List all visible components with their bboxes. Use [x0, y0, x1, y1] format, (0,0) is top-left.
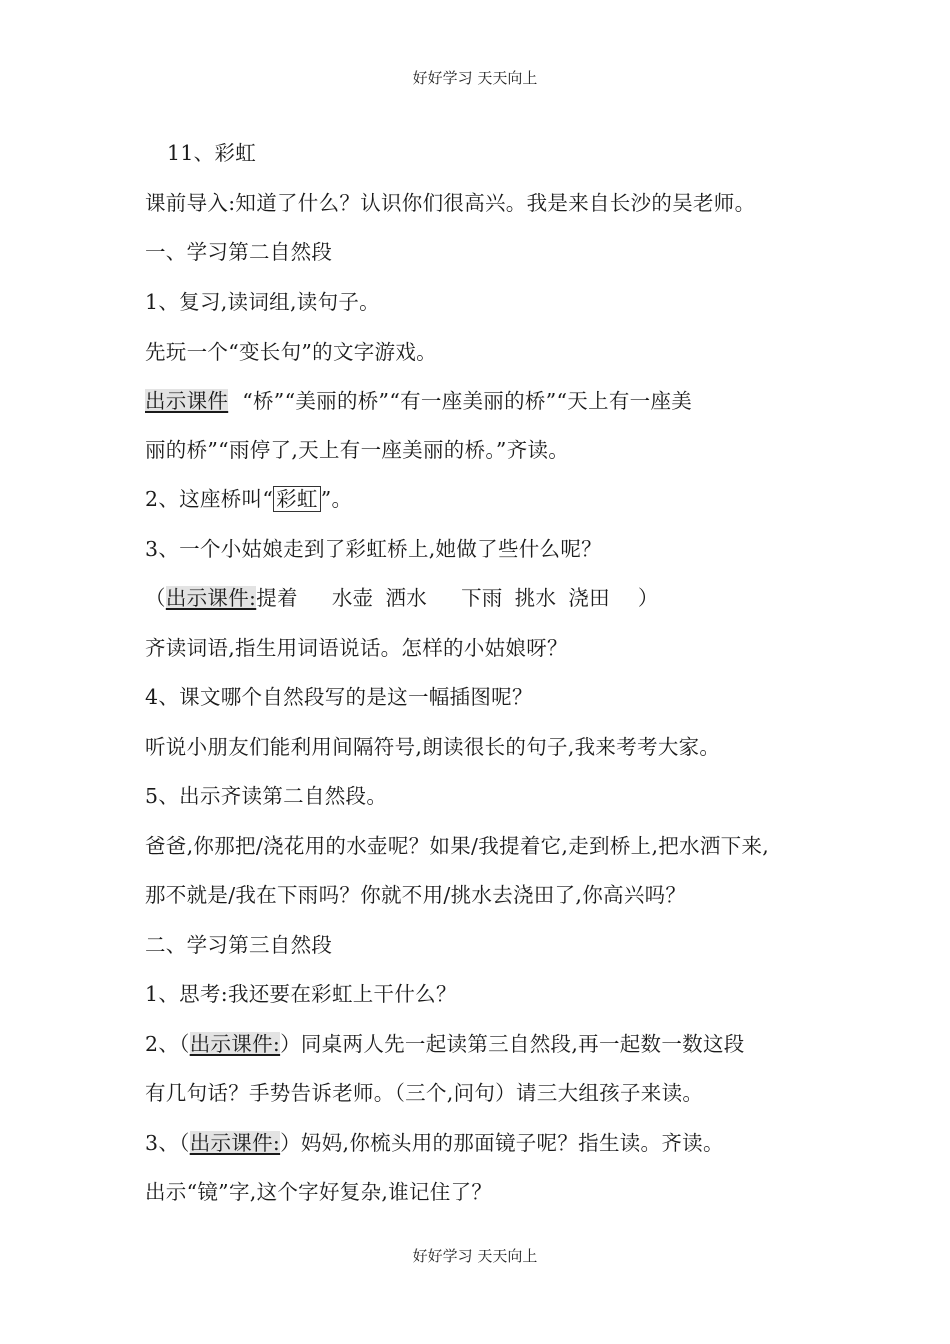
open-paren: （ [145, 586, 166, 610]
paragraph-2-post: ”。 [320, 487, 353, 511]
page-footer: 好好学习 天天向上 [412, 1247, 538, 1265]
question-2-pre: 2、（ [145, 1032, 190, 1056]
word-item: 提着 [256, 586, 298, 610]
question-3b: 出示“镜”字,这个字好复杂,谁记住了？ [145, 1180, 493, 1204]
question-1: 1、思考:我还要在彩虹上干什么？ [145, 982, 457, 1006]
paragraph-4: 4、课文哪个自然段写的是这一幅插图呢？ [145, 685, 533, 709]
paragraph-4b: 听说小朋友们能利用间隔符号,朗读很长的句子,我来考考大家。 [145, 735, 721, 759]
paragraph-5b: 爸爸,你那把/浇花用的水壶呢？如果/我提着它,走到桥上,把水洒下来, [145, 834, 770, 858]
paragraph-2-pre: 2、这座桥叫“ [145, 487, 274, 511]
question-3 [145, 1126, 724, 1160]
courseware-label: 出示课件: [165, 586, 257, 610]
page-header: 好好学习 天天向上 [412, 69, 538, 87]
boxed-word: 彩虹 [273, 486, 321, 512]
paragraph-5: 5、出示齐读第二自然段。 [145, 784, 388, 808]
courseware-label: 出示课件: [189, 1032, 281, 1056]
paragraph-3b [145, 581, 659, 615]
question-3-pre: 3、（ [145, 1131, 190, 1155]
paragraph-5c: 那不就是/我在下雨吗？你就不用/挑水去浇田了,你高兴吗？ [145, 883, 687, 907]
courseware-label: 出示课件: [189, 1131, 281, 1155]
word-item: 水壶 [331, 586, 374, 610]
section-heading-2: 二、学习第三自然段 [145, 933, 333, 957]
section-heading-1: 一、学习第二自然段 [145, 240, 333, 264]
question-2-post: ）同桌两人先一起读第三自然段,再一起数一数这段 [280, 1032, 745, 1056]
word-item: 浇田 [568, 586, 610, 610]
paragraph-1: 1、复习,读词组,读句子。 [145, 290, 380, 314]
sentence-chain: “桥”“美丽的桥”“有一座美丽的桥”“天上有一座美 [242, 389, 693, 413]
word-item: 下雨 [461, 586, 503, 610]
question-3-post: ）妈妈,你梳头用的那面镜子呢？指生读。齐读。 [280, 1131, 724, 1155]
word-item: 洒水 [385, 586, 428, 610]
paragraph-1b: 先玩一个“变长句”的文字游戏。 [145, 340, 437, 364]
close-paren: ） [637, 586, 659, 610]
paragraph-1d: 丽的桥”“雨停了,天上有一座美丽的桥。”齐读。 [145, 438, 570, 462]
question-2 [145, 1027, 745, 1061]
paragraph-3c: 齐读词语,指生用词语说话。怎样的小姑娘呀？ [145, 636, 568, 660]
question-2b: 有几句话？手势告诉老师。（三个,问句）请三大组孩子来读。 [145, 1081, 704, 1105]
intro-line: 课前导入:知道了什么？认识你们很高兴。我是来自长沙的吴老师。 [145, 191, 756, 215]
paragraph-1c [145, 384, 692, 418]
courseware-label: 出示课件 [145, 389, 229, 413]
word-item: 挑水 [514, 586, 557, 610]
lesson-title: 11、彩虹 [167, 141, 257, 165]
paragraph-3: 3、一个小姑娘走到了彩虹桥上,她做了些什么呢？ [145, 537, 602, 561]
paragraph-2 [145, 482, 352, 516]
